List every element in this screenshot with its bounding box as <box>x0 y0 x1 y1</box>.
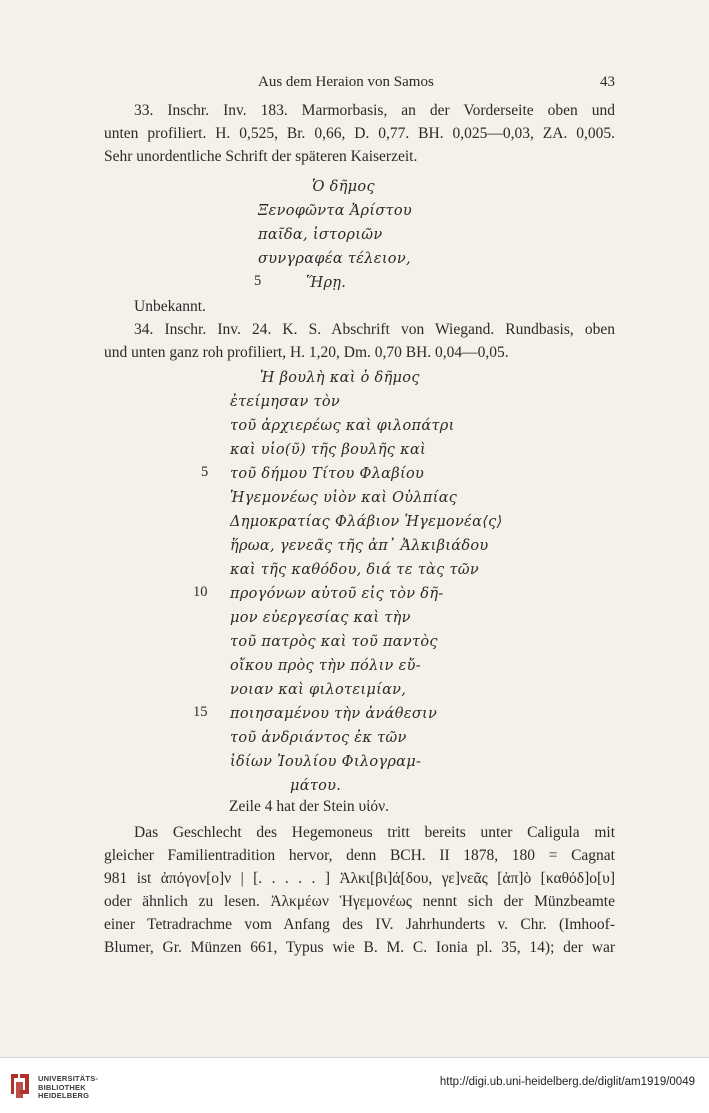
line-number: 10 <box>193 584 208 600</box>
zeile-note: Zeile 4 hat der Stein υἱόν. <box>229 798 390 815</box>
inscription-line: Ἡγεμονέως υἱὸν καὶ Οὐλπίας <box>230 490 458 506</box>
inscription-line: προγόνων αὐτοῦ εἰς τὸν δῆ- <box>230 586 444 602</box>
library-logo-text <box>38 1075 98 1101</box>
running-title: Aus dem Heraion von Samos <box>258 74 434 90</box>
permalink-link[interactable]: http://digi.ub.uni-heidelberg.de/diglit/am1919/0049 <box>439 1076 695 1088</box>
line-number: 5 <box>254 273 262 289</box>
line-number: 15 <box>193 704 208 720</box>
entry-34-text: und unten ganz roh profiliert, H. 1,20, Dm. 0,70 BH. 0,04—0,05. <box>104 344 509 361</box>
logo-line: BIBLIOTHEK <box>38 1082 86 1092</box>
inscription-line: οἴκου πρὸς τὴν πόλιν εὔ- <box>230 658 421 674</box>
inscription-line: μάτου. <box>290 778 342 794</box>
inscription-line: ἥρωα, γενεᾶς τῆς ἀπ᾽ Ἀλκιβιάδου <box>230 538 489 554</box>
university-library-logo-icon <box>8 1072 32 1100</box>
inscription-line: συνγραφέα τέλειον, <box>258 251 411 267</box>
commentary-line: einer Tetradrachme vom Anfang des IV. Jahrhunderts v. Chr. (Imhoof- <box>104 916 615 933</box>
inscription-line: νοιαν καὶ φιλοτειμίαν, <box>230 682 407 698</box>
inscription-line: Ξενοφῶντα Ἀρίστου <box>258 203 412 219</box>
inscription-line: τοῦ ἀρχιερέως καὶ φιλοπάτρι <box>230 418 455 434</box>
entry-33-note: Unbekannt. <box>134 298 206 315</box>
entry-33-text: Sehr unordentliche Schrift der späteren Kaiserzeit. <box>104 148 418 165</box>
commentary-line: oder ähnlich zu lesen. Ἀλκμέων Ἡγεμονέως nennt sich der Münzbeamte <box>104 893 615 910</box>
entry-33-heading: 33. Inschr. Inv. 183. Marmorbasis, an der Vorderseite oben und <box>134 102 615 119</box>
commentary-line: Blumer, Gr. Münzen 661, Typus wie B. M. C. Ionia pl. 35, 14); der war <box>104 939 615 956</box>
inscription-line: Δημοκρατίας Φλάβιον Ἡγεμονέα⟨ς⟩ <box>230 514 503 530</box>
entry-34-heading: 34. Inschr. Inv. 24. K. S. Abschrift von Wiegand. Rundbasis, oben <box>134 321 615 338</box>
inscription-line: ἰδίων Ἰουλίου Φιλογραμ- <box>230 754 422 770</box>
page-number: 43 <box>600 74 615 90</box>
inscription-line: καὶ υἱο(ῦ) τῆς βουλῆς καὶ <box>230 442 427 458</box>
inscription-line: μον εὐεργεσίας καὶ τὴν <box>230 610 411 626</box>
logo-line: HEIDELBERG <box>38 1091 90 1100</box>
inscription-line: Ἡ βουλὴ καὶ ὁ δῆμος <box>260 370 420 386</box>
inscription-line: Ἥρῃ. <box>306 275 347 291</box>
commentary-line: gleicher Familientradition hervor, denn BCH. II 1878, 180 = Cagnat <box>104 847 615 864</box>
entry-33-text: unten profiliert. H. 0,525, Br. 0,66, D. 0,77. BH. 0,025—0,03, ZA. 0,005. <box>104 125 615 142</box>
inscription-line: καὶ τῆς καθόδου, διά τε τὰς τῶν <box>230 562 480 578</box>
line-number: 5 <box>201 464 209 480</box>
inscription-line: τοῦ ἀνδριάντος ἐκ τῶν <box>230 730 407 746</box>
library-footer <box>0 1057 709 1113</box>
inscription-line: ποιησαμένου τὴν ἀνάθεσιν <box>230 706 438 722</box>
logo-line: UNIVERSITÄTS- <box>38 1074 99 1083</box>
commentary-line: 981 ist ἀπόγον[ο]ν | [. . . . . ] Ἀλκι[βι]ά[δου, γε]νεᾶς [ἀπ]ὸ [καθόδ]ο[υ] <box>104 870 615 887</box>
commentary-line: Das Geschlecht des Hegemoneus tritt bereits unter Caligula mit <box>134 824 615 841</box>
inscription-line: τοῦ πατρὸς καὶ τοῦ παντὸς <box>230 634 438 650</box>
inscription-line: παῖδα, ἱστοριῶν <box>258 227 383 243</box>
inscription-line: Ὁ δῆμος <box>312 179 375 195</box>
inscription-line: ἐτείμησαν τὸν <box>230 394 340 410</box>
inscription-line: τοῦ δήμου Τίτου Φλαβίου <box>230 466 425 482</box>
